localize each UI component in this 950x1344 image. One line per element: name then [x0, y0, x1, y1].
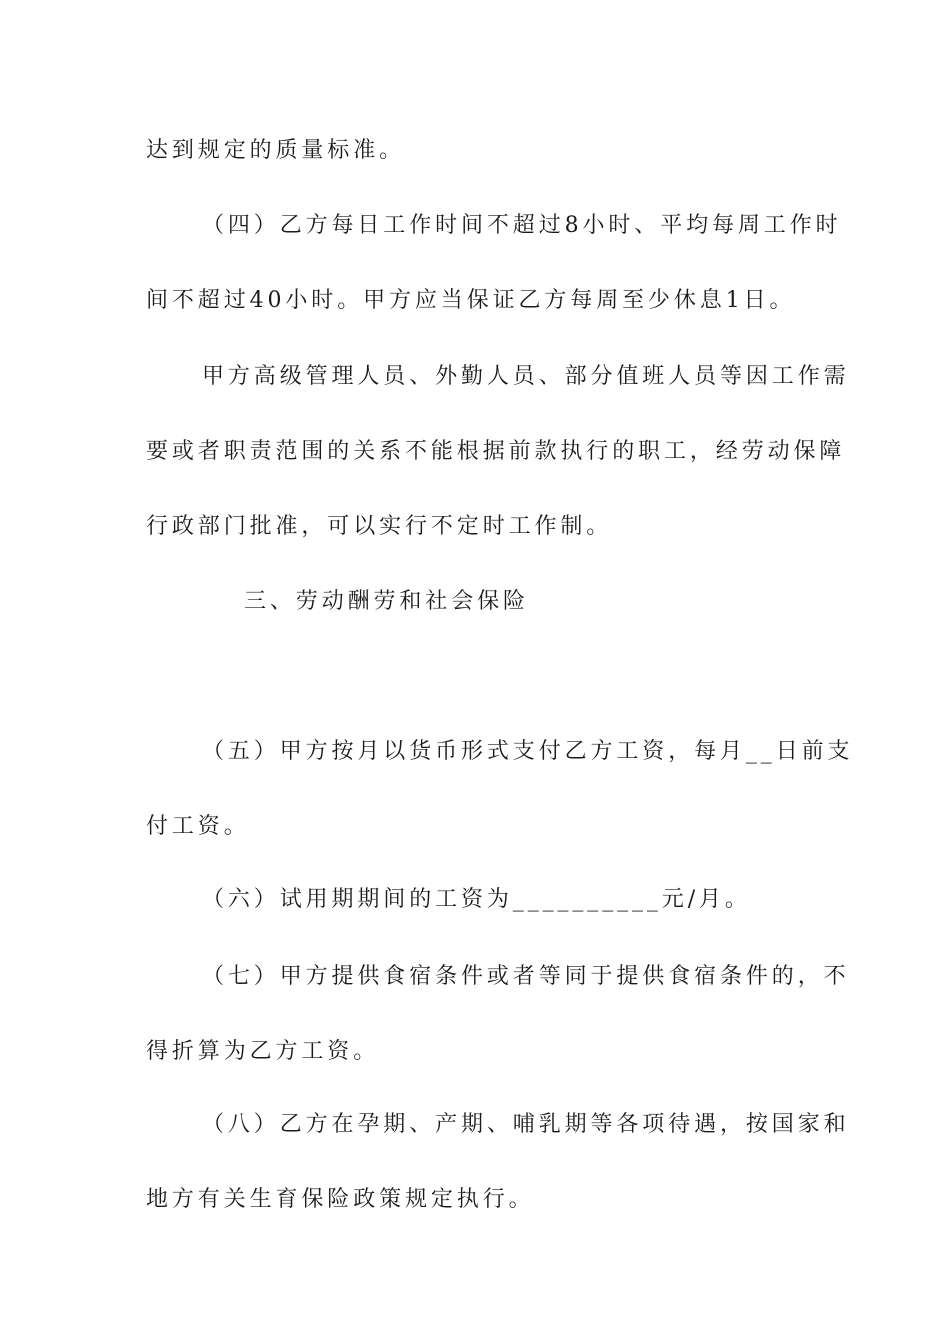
paragraph-line-1: 甲方高级管理人员、外勤人员、部分值班人员等因工作需: [202, 364, 850, 389]
paragraph-line-3: 行政部门批准，可以实行不定时工作制。: [146, 514, 613, 539]
clause-seven-line-1: （七）甲方提供食宿条件或者等同于提供食宿条件的，不: [202, 964, 850, 989]
paragraph-line-2: 要或者职责范围的关系不能根据前款执行的职工，经劳动保障: [146, 439, 846, 464]
section-heading: 三、劳动酬劳和社会保险: [244, 589, 529, 614]
clause-eight-line-2: 地方有关生育保险政策规定执行。: [146, 1187, 535, 1212]
clause-four-line-1: （四）乙方每日工作时间不超过8小时、平均每周工作时: [202, 213, 842, 238]
clause-five-line-2: 付工资。: [146, 814, 250, 839]
clause-six-line: （六）试用期期间的工资为__________元/月。: [202, 887, 751, 912]
clause-four-line-2: 间不超过40小时。甲方应当保证乙方每周至少休息1日。: [146, 288, 796, 313]
clause-seven-line-2: 得折算为乙方工资。: [146, 1039, 380, 1064]
clause-eight-line-1: （八）乙方在孕期、产期、哺乳期等各项待遇，按国家和: [202, 1112, 850, 1137]
clause-five-line-1: （五）甲方按月以货币形式支付乙方工资，每月__日前支: [202, 739, 854, 764]
text-line: 达到规定的质量标准。: [146, 138, 406, 163]
